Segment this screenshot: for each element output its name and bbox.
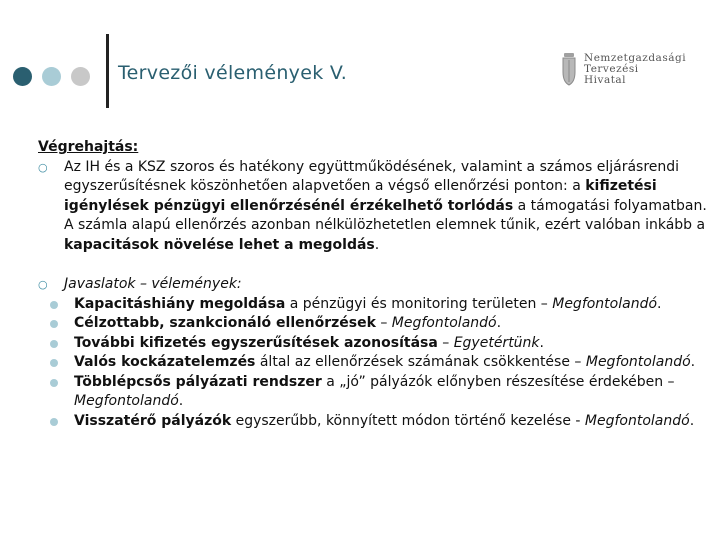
proposal-end: .	[657, 295, 662, 312]
circle-bullet-icon: ○	[38, 278, 48, 291]
circle-bullet-icon: ○	[38, 160, 48, 174]
paragraph-text: Az IH és a KSZ szoros és hatékony együttműködésének, valamint a számos eljárásrendi egyszerűsítésnek köszönhetően alapvetően a végső ellenőrzési ponton: a	[64, 158, 680, 194]
coat-of-arms-icon	[560, 52, 578, 86]
proposal-bold: Valós kockázatelemzés	[74, 354, 256, 370]
proposal-end: .	[539, 334, 544, 351]
logo-line: Nemzetgazdasági	[584, 51, 687, 64]
paragraph-text: .	[374, 236, 380, 253]
proposal-verdict: Megfontolandó	[74, 393, 179, 409]
paragraph-bold: kapacitások növelése lehet a megoldás	[64, 236, 375, 253]
decor-dot-3	[71, 67, 90, 86]
proposal-text: által az ellenőrzések számának csökkentése –	[255, 354, 586, 370]
proposal-bold: Visszatérő pályázók	[74, 412, 232, 429]
proposal-text: a pénzügyi és monitoring területen –	[285, 295, 553, 312]
proposal-item	[38, 334, 710, 354]
dot-bullet-icon	[50, 340, 58, 348]
proposal-item	[38, 353, 710, 373]
proposal-verdict: Megfontolandó	[391, 315, 497, 331]
proposal-item	[38, 412, 710, 432]
proposal-verdict: Megfontolandó	[552, 295, 658, 312]
logo-line: Hivatal	[584, 73, 627, 86]
decor-dot-1	[13, 67, 32, 86]
proposal-text: egyszerűbb, könnyített módon történő kezelése -	[231, 412, 585, 429]
proposal-end: .	[690, 354, 696, 370]
dot-bullet-icon	[50, 379, 58, 387]
proposal-end: .	[496, 315, 502, 331]
paragraph-bold: kifizetési igénylések pénzügyi ellenőrzésénél érzékelhető torlódás	[64, 178, 657, 214]
dot-bullet-icon	[50, 301, 58, 309]
proposals-list	[38, 295, 710, 432]
section-heading: Végrehajtás:	[38, 139, 139, 155]
dot-bullet-icon	[50, 320, 58, 328]
proposal-bold: További kifizetés egyszerűsítések azonosítása	[74, 334, 438, 351]
logo	[560, 52, 686, 86]
proposal-verdict: Megfontolandó	[585, 354, 691, 370]
proposal-end: .	[689, 412, 695, 429]
proposal-bold: Kapacitáshiány megoldása	[74, 295, 286, 312]
page-title: Tervezői vélemények V.	[118, 62, 348, 84]
proposal-verdict: Megfontolandó	[584, 412, 690, 429]
dot-bullet-icon	[50, 359, 58, 367]
proposal-item	[38, 373, 710, 412]
slide-content	[38, 138, 710, 431]
proposal-bold: Többlépcsős pályázati rendszer	[74, 373, 322, 390]
dot-bullet-icon	[50, 418, 58, 426]
paragraph-text: a támogatási folyamatban. A számla alapú ellenőrzés azonban nélkülözhetetlen elemnek tűnik, ezért valóban inkább a	[64, 197, 707, 233]
logo-line: Tervezési	[584, 62, 639, 75]
proposal-text: –	[375, 315, 392, 331]
proposal-end: .	[178, 393, 184, 409]
decor-dot-2	[42, 67, 61, 86]
proposal-verdict: Egyetértünk	[453, 334, 540, 351]
list-item	[38, 158, 710, 256]
proposal-item	[38, 314, 710, 334]
proposal-text: a „jó” pályázók előnyben részesítése érdekében –	[321, 373, 675, 390]
logo-text	[584, 53, 686, 86]
list-item	[38, 275, 710, 431]
proposals-lead: Javaslatok – vélemények:	[64, 276, 242, 292]
proposal-bold: Célzottabb, szankcionáló ellenőrzések	[74, 315, 376, 331]
proposal-item	[38, 295, 710, 315]
title-divider	[106, 34, 109, 108]
proposal-text: –	[437, 334, 454, 351]
